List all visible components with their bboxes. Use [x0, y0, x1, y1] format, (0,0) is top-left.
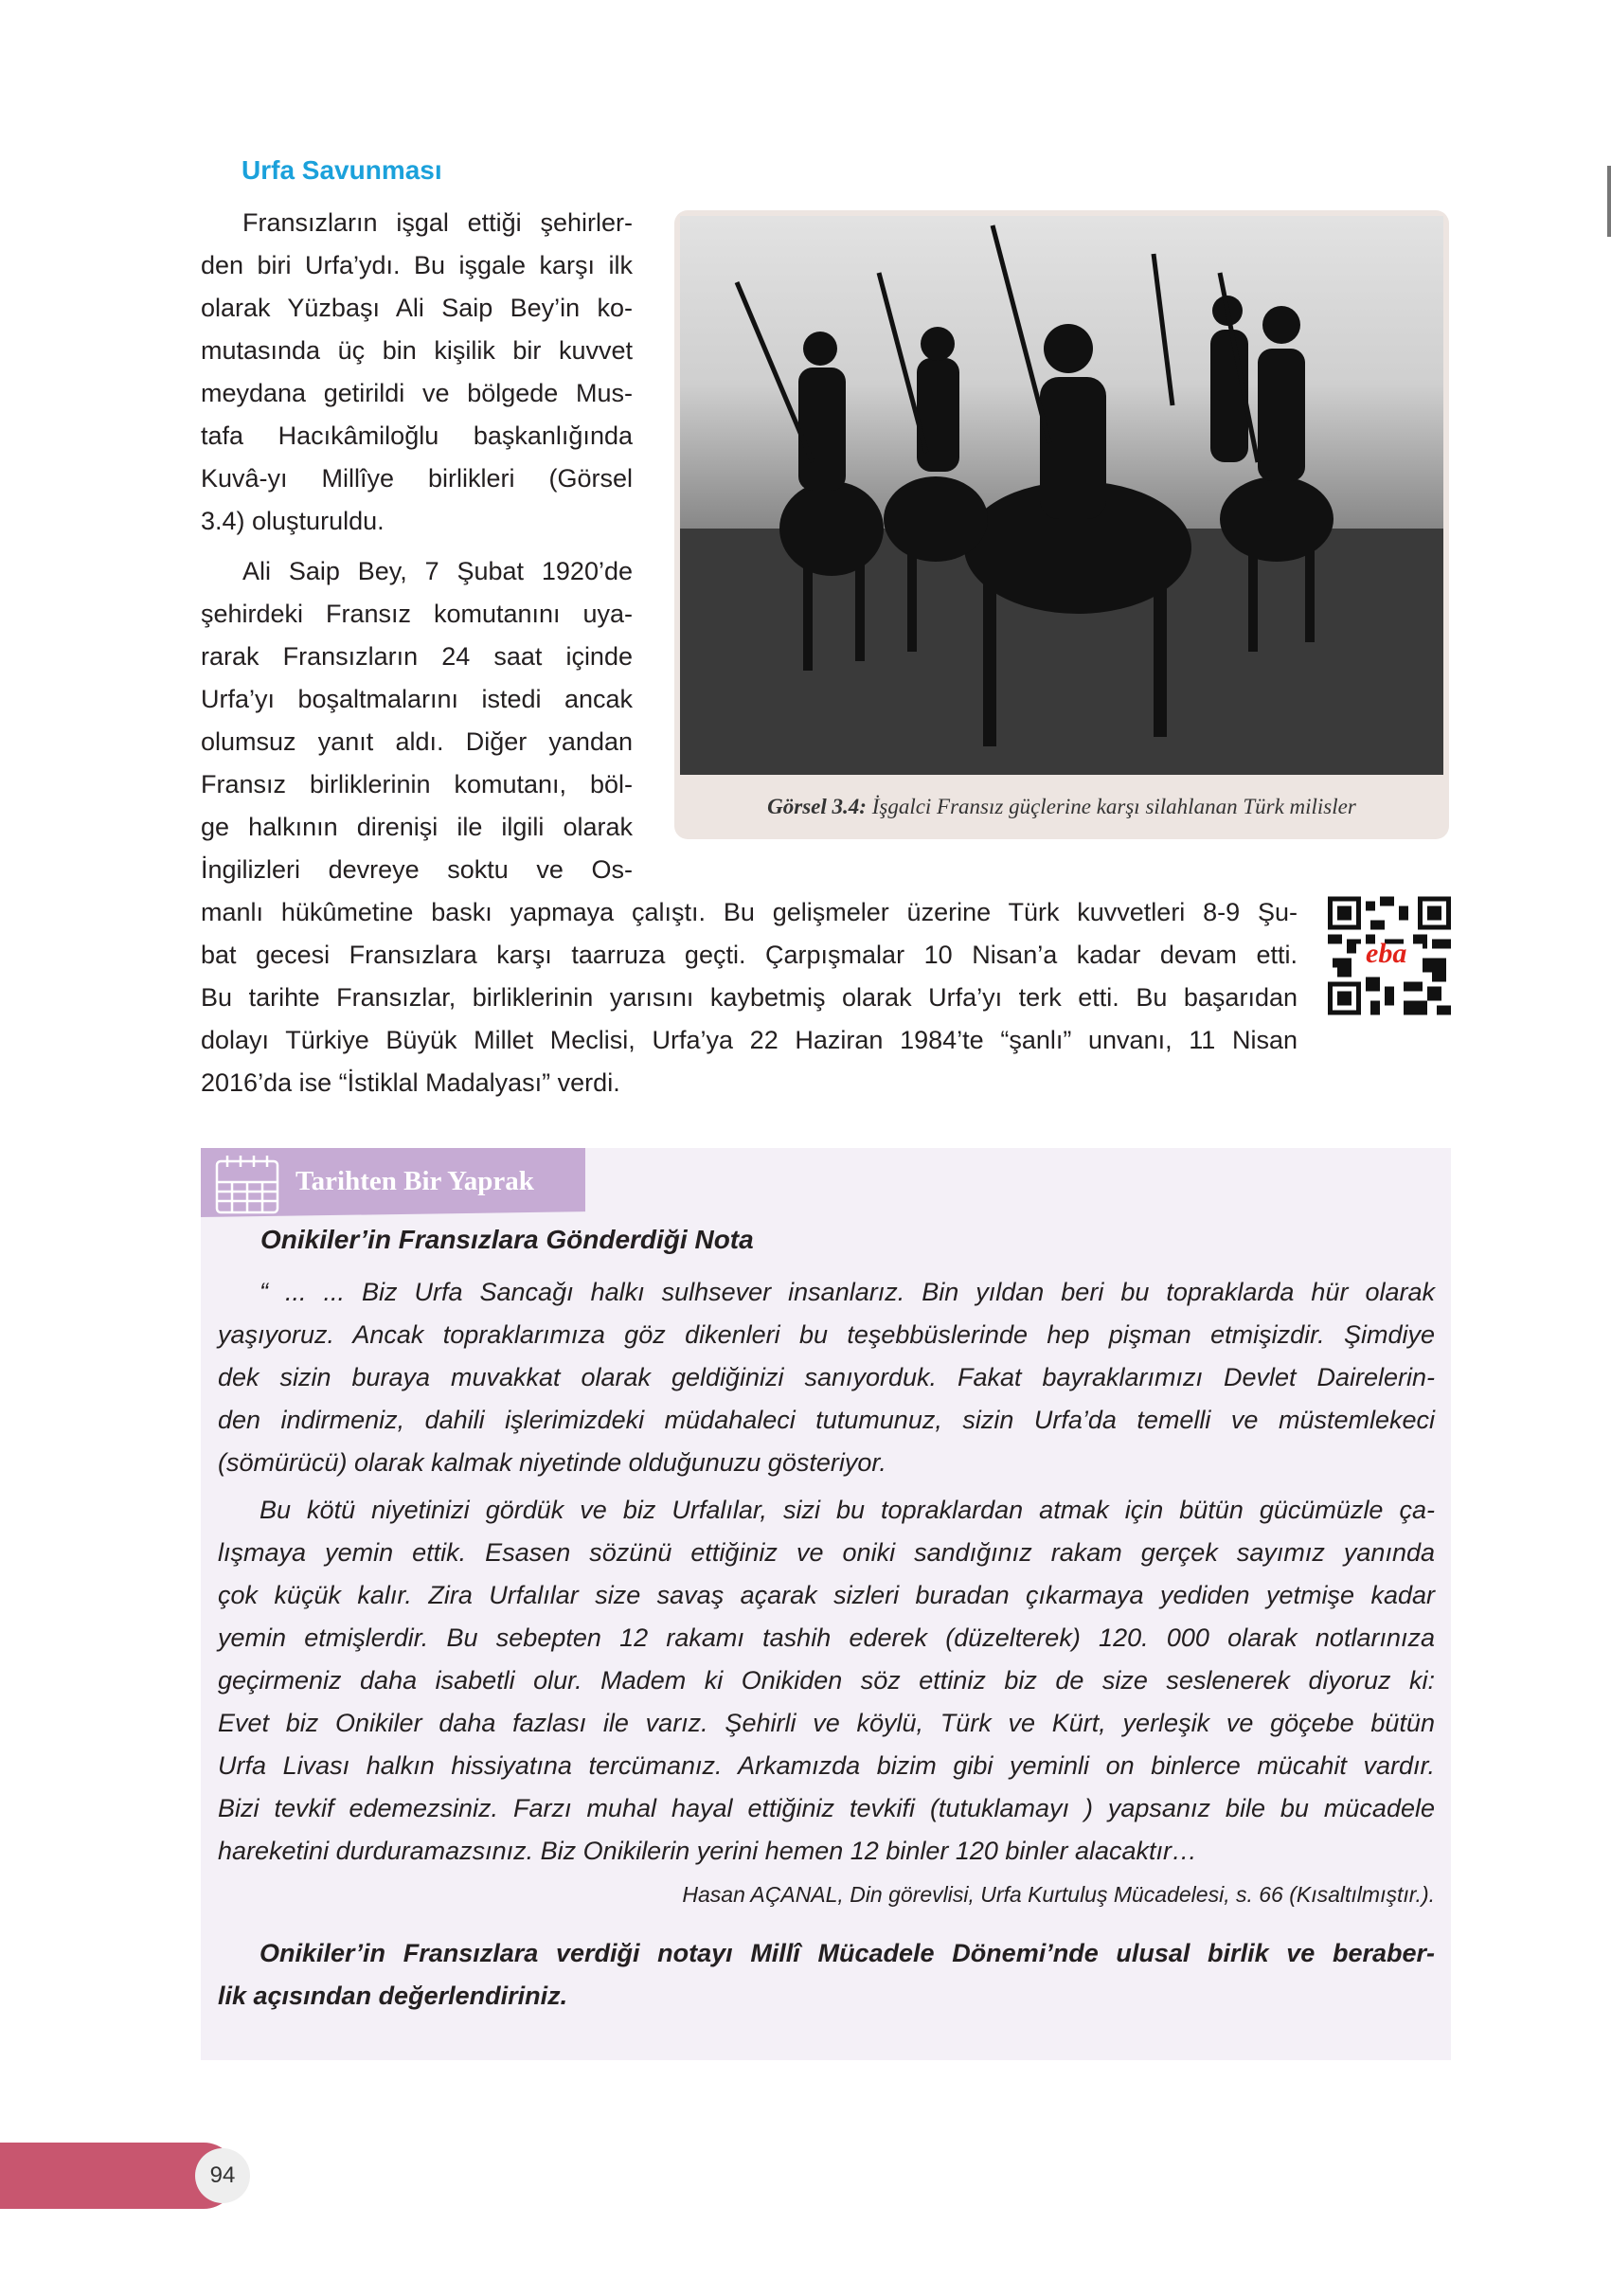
figure-caption [674, 775, 1449, 839]
text-line: ge halkının direnişi ile ilgili olarak [201, 813, 633, 841]
caption-text: İşgalci Fransız güçlerine karşı silahlanan Türk milisler [866, 795, 1356, 818]
left-paragraph-2 [201, 550, 633, 891]
text-line: Bizi tevkif edemezsiniz. Farzı muhal hayal ettiğiniz tevkifi (tutuklamayı ) yapsanız bile bu mücadele [218, 1794, 1435, 1822]
text-line: 2016’da ise “İstiklal Madalyası” verdi. [201, 1068, 620, 1097]
caption-label: Görsel 3.4: [767, 795, 867, 818]
militia-photo [680, 216, 1443, 775]
text-line: tafa Hacıkâmiloğlu başkanlığında [201, 422, 633, 450]
eba-qr-code[interactable] [1328, 896, 1451, 1015]
text-line: den biri Urfa’ydı. Bu işgale karşı ilk [201, 251, 633, 279]
text-line: olumsuz yanıt aldı. Diğer yandan [201, 727, 633, 756]
text-line: dolayı Türkiye Büyük Millet Meclisi, Urfa’ya 22 Haziran 1984’te “şanlı” unvanı, 11 Nisan [201, 1026, 1298, 1054]
text-line: İngilizleri devreye soktu ve Os- [201, 855, 633, 884]
page-edge-mark [1607, 166, 1611, 237]
text-line: (sömürücü) olarak kalmak niyetinde olduğunuzu gösteriyor. [218, 1448, 886, 1477]
box-question [218, 1932, 1435, 2018]
text-line: “ ... ... Biz Urfa Sancağı halkı sulhsever insanlarız. Bin yıldan beri bu topraklarda hür olarak [260, 1278, 1435, 1306]
text-line: Fransız birliklerinin komutanı, böl- [201, 770, 633, 798]
text-line: olarak Yüzbaşı Ali Saip Bey’in ko- [201, 294, 633, 322]
text-line: Kuvâ-yı Millîye birlikleri (Görsel [201, 464, 633, 493]
text-line: den indirmeniz, dahili işlerimizdeki müdahaleci tutumunuz, sizin Urfa’da temelli ve müstemlekeci [218, 1406, 1435, 1434]
left-paragraph-1 [201, 202, 633, 543]
text-line: mutasında üç bin kişilik bir kuvvet [201, 336, 633, 365]
quote-paragraph-1 [218, 1271, 1435, 1484]
text-line: Urfa’yı boşaltmalarını istedi ancak [201, 685, 633, 713]
text-line: Fransızların işgal ettiği şehirler- [242, 208, 633, 237]
eba-logo: eba [1366, 938, 1407, 969]
text-line: yaşıyoruz. Ancak topraklarımıza göz dikenleri bu teşebbüslerinde hep pişman etmişizdir. Şimdiye [218, 1320, 1435, 1349]
quote-source: Hasan AÇANAL, Din görevlisi, Urfa Kurtuluş Mücadelesi, s. 66 (Kısaltılmıştır.). [682, 1882, 1435, 1907]
text-line: Bu tarihte Fransızlar, birliklerinin yarısını kaybetmiş olarak Urfa’yı terk etti. Bu başarıdan [201, 983, 1298, 1012]
calendar-icon [214, 1154, 282, 1219]
text-line: 3.4) oluşturuldu. [201, 507, 385, 535]
text-line: Onikiler’in Fransızlara verdiği notayı Millî Mücadele Dönemi’nde ulusal birlik ve beraber- [260, 1939, 1435, 1967]
text-line: rarak Fransızların 24 saat içinde [201, 642, 633, 671]
box-title: Onikiler’in Fransızlara Gönderdiği Nota [260, 1225, 754, 1254]
full-paragraph [201, 891, 1298, 1104]
text-line: dek sizin buraya muvakkat olarak geldiğinizi sanıyorduk. Fakat bayraklarımızı Devlet Dairelerin- [218, 1363, 1435, 1391]
text-line: hareketini durduramazsınız. Biz Onikilerin yerini hemen 12 binler 120 binler alacaktır… [218, 1837, 1197, 1865]
text-line: Urfa Livası halkın hissiyatına tercümanız. Arkamızda bizim gibi yeminli on binlerce mücahit vardır. [218, 1751, 1435, 1780]
box-band-title: Tarihten Bir Yaprak [295, 1166, 534, 1196]
text-line: yemin etmişlerdir. Bu sebepten 12 rakamı tashih ederek (düzelterek) 120. 000 olarak notlarınıza [218, 1623, 1435, 1652]
text-line: geçirmeniz daha isabetli olur. Madem ki Onikiden söz ettiniz biz de size seslenerek diyoruz ki: [218, 1666, 1435, 1695]
text-line: Evet biz Onikiler daha fazlası ile varız. Şehirli ve köylü, Türk ve Kürt, yerleşik ve göçebe bütün [218, 1709, 1435, 1737]
quote-paragraph-2 [218, 1489, 1435, 1873]
text-line: bat gecesi Fransızlara karşı taarruza geçti. Çarpışmalar 10 Nisan’a kadar devam etti. [201, 941, 1298, 969]
text-line: çok küçük kalır. Zira Urfalılar size savaş açarak sizleri buradan çıkarmaya yediden yetmişe kadar [218, 1581, 1435, 1609]
text-line: şehirdeki Fransız komutanını uya- [201, 600, 633, 628]
text-line: Ali Saip Bey, 7 Şubat 1920’de [242, 557, 633, 585]
text-line: Bu kötü niyetinizi gördük ve biz Urfalılar, sizi bu topraklardan atmak için bütün gücümüzle ça- [260, 1496, 1435, 1524]
text-line: lışmaya yemin ettik. Esasen sözünü ettiğiniz ve oniki sandığınız rakam gerçek sayımız yanında [218, 1538, 1435, 1567]
text-line: meydana getirildi ve bölgede Mus- [201, 379, 633, 407]
text-line: manlı hükûmetine baskı yapmaya çalıştı. Bu gelişmeler üzerine Türk kuvvetleri 8-9 Şu- [201, 898, 1298, 926]
text-line: lik açısından değerlendiriniz. [218, 1982, 568, 2010]
section-heading: Urfa Savunması [242, 155, 442, 185]
page-number: 94 [195, 2148, 250, 2203]
